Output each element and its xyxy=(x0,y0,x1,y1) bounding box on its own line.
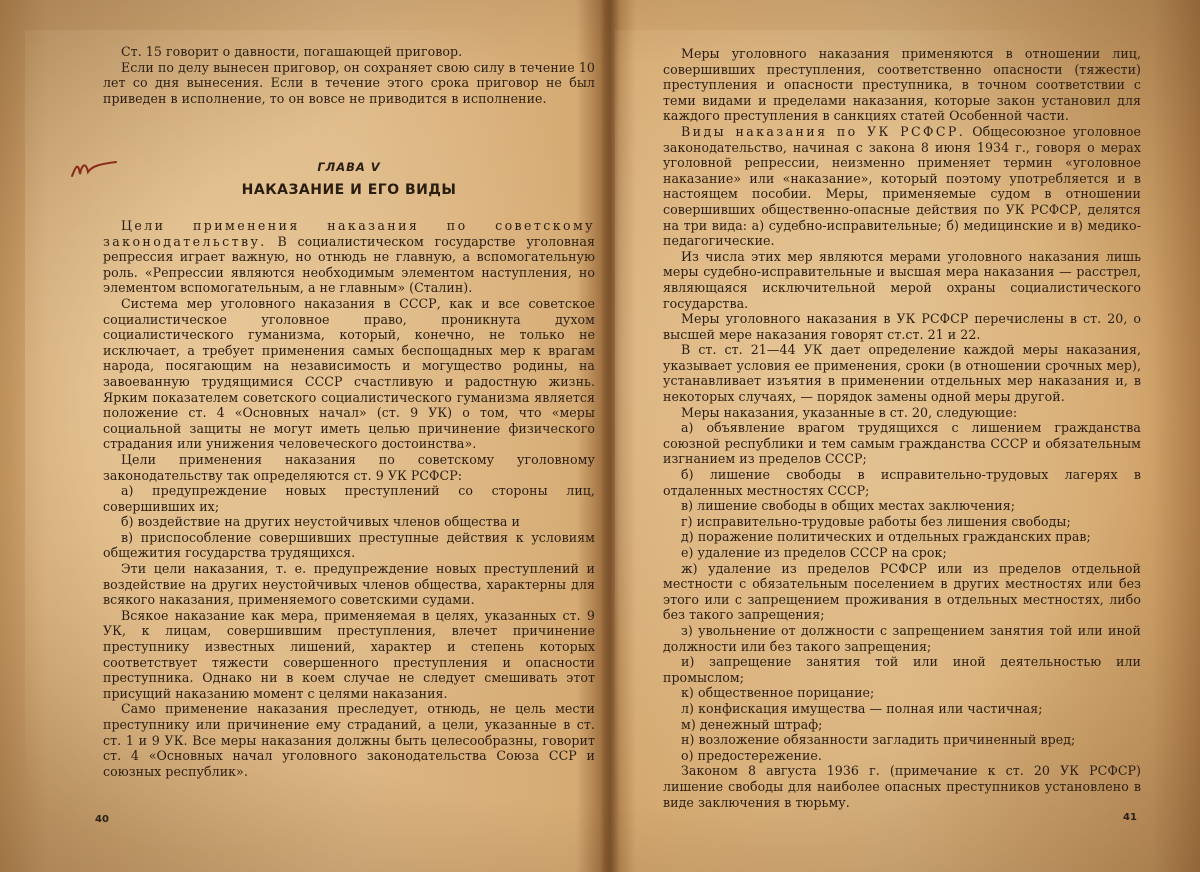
body-paragraph: Система мер уголовного наказания в СССР, как и все советское социалистическое уголовное право, проникнута духом социалистического гуманизма, который, конечно, не только не исключает, а требует применения самых беспощадных мер к врагам народа, посягающим на независимость и могущество родины, на завоеванную трудящимися СССР счастливую и радостную жизнь. Ярким показателем советского социалистического гуманизма является положение ст. 4 «Основных начал» (ст. 9 УК) о том, что «меры социальной защиты не могут иметь целью причинение физического страдания или унижения человеческого достоинства». xyxy=(103,295,595,452)
chapter-number: ГЛАВА V xyxy=(317,160,381,174)
body-paragraph: Эти цели наказания, т. е. предупреждение новых преступлений и воздействие на других неустойчивых членов общества, характерны для всякого наказания, применяемого советскими судами. xyxy=(103,561,595,608)
body-paragraph: Всякое наказание как мера, применяемая в целях, указанных ст. 9 УК, к лицам, совершившим преступления, влечет причинение преступнику известных лишений, характер и степень которых соответствует тяжести совершенного преступления и опасности преступника. Однако ни в коем случае не следует смешивать этот присущий наказанию момент с целями наказания. xyxy=(103,607,595,701)
right-page xyxy=(615,30,1180,860)
body-paragraph: В ст. ст. 21—44 УК дает определение каждой меры наказания, указывает условия ее применения, сроки (в отношении срочных мер), устанавливает изъятия в применении отдельных мер наказания и, в некоторых случаях, — порядок замены одной меры другой. xyxy=(663,342,1141,405)
list-item: в) лишение свободы в общих местах заключения; xyxy=(681,498,1016,514)
list-item: н) возложение обязанности загладить причиненный вред; xyxy=(681,732,1076,748)
page-number: 40 xyxy=(95,814,109,825)
body-paragraph: Из числа этих мер являются мерами уголовного наказания лишь меры судебно-исправительные и высшая мера наказания — расстрел, являющаяся исключительной мерой охраны социалистического государства. xyxy=(663,248,1141,311)
body-paragraph: Цели применения наказания по советскому уголовному законодательству так определяются ст. 9 УК РСФСР: xyxy=(103,451,595,483)
list-item: б) лишение свободы в исправительно-трудовых лагерях в отдаленных местностях СССР; xyxy=(663,467,1141,498)
left-page xyxy=(25,30,610,860)
list-item: и) запрещение занятия той или иной деятельностью или промыслом; xyxy=(663,654,1141,685)
list-item: л) конфискация имущества — полная или частичная; xyxy=(681,700,1043,716)
right-body xyxy=(663,46,1141,810)
list-item: в) приспособление совершивших преступные действия к условиям общежития государства трудящихся. xyxy=(103,529,595,561)
list-item: к) общественное порицание; xyxy=(681,685,875,701)
left-intro xyxy=(103,44,595,106)
list-item: е) удаление из пределов СССР на срок; xyxy=(681,545,947,560)
paragraph-text: В социалистическом государстве уголовная репрессия играет важную, но отнюдь не главную, а вспомогательную роль. «Репрессии являются необходимым элементом наступления, но элементом вспомогательным, а не главным» (Сталин). xyxy=(103,233,595,296)
list-item: ж) удаление из пределов РСФСР или из пределов отдельной местности с обязательным поселением в других местностях или без этого или с запрещением проживания в отдельных местностях, либо без такого запрещения; xyxy=(663,560,1141,623)
intro-paragraph: Если по делу вынесен приговор, он сохраняет свою силу в течение 10 лет со дня вынесения. Если в течение этого срока приговор не был приведен в исполнение, то он вовсе не приводится в исполнение. xyxy=(103,59,595,106)
page-number: 41 xyxy=(1123,812,1137,823)
list-item: г) исправительно-трудовые работы без лишения свободы; xyxy=(681,513,1071,529)
left-body xyxy=(103,218,595,779)
list-item: д) поражение политических и отдельных гражданских прав; xyxy=(681,529,1091,545)
body-paragraph: Меры наказания, указанные в ст. 20, следующие: xyxy=(681,404,1018,420)
list-item: м) денежный штраф; xyxy=(681,716,823,732)
section-heading: Виды наказания по УК РСФСР. xyxy=(681,123,966,139)
body-paragraph: Меры уголовного наказания применяются в отношении лиц, совершивших преступления, соответственно опасности (тяжести) преступления и опасности преступника, в точном соответствии с теми видами и пределами наказания, которые закон установил для каждого преступления в санкциях статей Особенной части. xyxy=(663,46,1141,124)
list-item: о) предостережение. xyxy=(681,747,822,763)
body-paragraph: Само применение наказания преследует, отнюдь, не цель мести преступнику или причинение ему страданий, а цели, указанные в ст. ст. 1 и 9 УК. Все меры наказания должны быть целесообразны, говорит ст. 4 «Основных начал уголовного законодательства Союза ССР и союзных республик». xyxy=(103,701,595,779)
intro-paragraph: Ст. 15 говорит о давности, погашающей приговор. xyxy=(121,44,463,59)
body-paragraph: Законом 8 августа 1936 г. (примечание к ст. 20 УК РСФСР) лишение свободы для наиболее опасных преступников установлено в виде заключения в тюрьму. xyxy=(663,763,1141,810)
body-paragraph xyxy=(103,218,595,296)
paragraph-text: Общесоюзное уголовное законодательство, начиная с закона 8 июня 1934 г., говоря о мерах уголовной репрессии, неизменно применяет термин «уголовное наказание» или «наказание», который поэтому употребляется и в настоящем пособии. Меры, применяемые судом в отношении совершивших общественно-опасные действия по УК РСФСР, делятся на три вида: а) судебно-исправительные; б) медицинские и в) медико-педагогические. xyxy=(663,123,1141,249)
body-paragraph: Меры уголовного наказания в УК РСФСР перечислены в ст. 20, о высшей мере наказания говорят ст.ст. 21 и 22. xyxy=(663,311,1141,342)
section-heading: Цели применения наказания по советскому законодательству. xyxy=(103,218,595,249)
list-item: б) воздействие на других неустойчивых членов общества и xyxy=(121,514,520,530)
body-paragraph xyxy=(663,124,1141,249)
list-item: з) увольнение от должности с запрещением занятия той или иной должности или без такого запрещения; xyxy=(663,622,1141,654)
list-item: а) объявление врагом трудящихся с лишением гражданства союзной республики и тем самым гражданства СССР и обязательным изгнанием из пределов СССР; xyxy=(663,420,1141,467)
chapter-title: НАКАЗАНИЕ И ЕГО ВИДЫ xyxy=(241,182,457,198)
list-item: а) предупреждение новых преступлений со стороны лиц, совершивших их; xyxy=(103,483,595,514)
